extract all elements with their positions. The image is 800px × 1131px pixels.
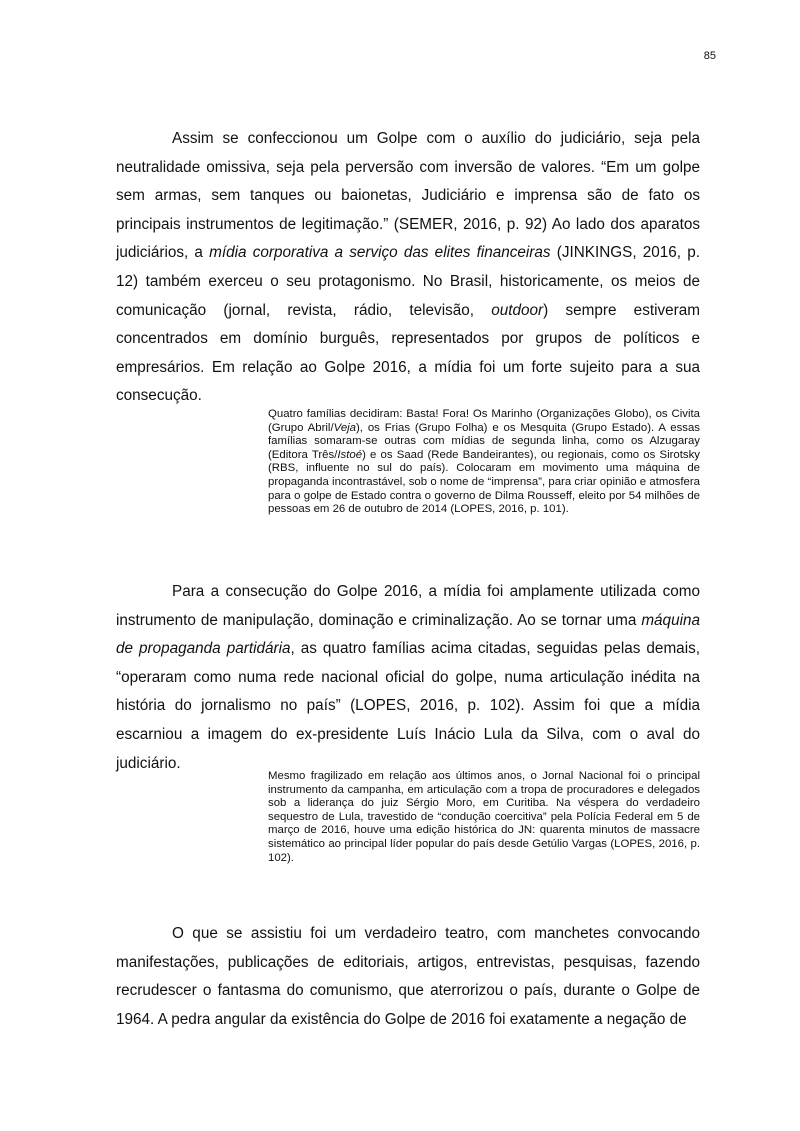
paragraph-1-emphasis-b: outdoor [491, 301, 544, 319]
paragraph-1-text-a: Assim se confeccionou um Golpe com o auxílio do judiciário, seja pela neutralidade omissiva, seja pela perversão com inversão de valores. “Em um golpe sem armas, sem tanques ou baionetas, Judiciário e imprensa são de fato os principais instrumentos de legitimação.” (SEMER, 2016, p. 92) Ao lado dos aparatos judiciários, a [116, 130, 700, 262]
body-paragraph-2 [116, 578, 700, 778]
quote-1-text-b: ), os Frias (Grupo Folha) e os Mesquita (Grupo Estado). A essas famílias somaram-se outras com mídias de segunda linha, como os Alzugaray (Editora Três/ [268, 421, 700, 461]
paragraph-1-emphasis-a: mídia corporativa a serviço das elites financeiras [209, 244, 551, 262]
block-quote-1 [268, 408, 700, 517]
paragraph-1-text-c: ) sempre estiveram concentrados em domínio burguês, representados por grupos de políticos e empresários. Em relação ao Golpe 2016, a mídia foi um forte sujeito para a sua consecução. [116, 301, 700, 405]
quote-1-text-a: Quatro famílias decidiram: Basta! Fora! Os Marinho (Organizações Globo), os Civita (Grupo Abril/ [268, 408, 700, 434]
paragraph-2-text-a: Para a consecução do Golpe 2016, a mídia foi amplamente utilizada como instrumento de manipulação, dominação e criminalização. Ao se tornar uma [116, 583, 700, 629]
quote-1-text-c: ) e os Saad (Rede Bandeirantes), ou regionais, como os Sirotsky (RBS, influente no sul do país). Colocaram em movimento uma máquina de propaganda incontrastável, sob o nome de “imprensa”, para criar opinião e atmosfera para o golpe de Estado contra o governo de Dilma Rousseff, eleito por 54 milhões de pessoas em 26 de outubro de 2014 (LOPES, 2016, p. 101). [268, 448, 701, 516]
paragraph-2-emphasis: máquina de propaganda partidária [116, 611, 700, 658]
quote-1-emphasis-a: Veja [333, 421, 357, 434]
body-paragraph-3 [116, 920, 700, 1034]
paragraph-1-text-b: (JINKINGS, 2016, p. 12) também exerceu o seu protagonismo. No Brasil, historicamente, os meios de comunicação (jornal, revista, rádio, televisão, [116, 244, 700, 319]
paragraph-3-text: O que se assistiu foi um verdadeiro teatro, com manchetes convocando manifestações, publicações de editoriais, artigos, entrevistas, pesquisas, fazendo recrudescer o fantasma do comunismo, que aterrorizou o país, durante o Golpe de 1964. A pedra angular da existência do Golpe de 2016 foi exatamente a negação de [116, 925, 700, 1028]
body-paragraph-1 [116, 125, 700, 411]
quote-1-emphasis-b: Istoé [337, 448, 363, 461]
block-quote-2: Mesmo fragilizado em relação aos últimos anos, o Jornal Nacional foi o principal instrumento da campanha, em articulação com a tropa de procuradores e delegados sob a liderança do juiz Sérgio Moro, em Curitiba. Na véspera do verdadeiro sequestro de Lula, travestido de “condução coercitiva” pela Polícia Federal em 5 de março de 2016, houve uma edição histórica do JN: quarenta minutos de massacre sistemático ao principal líder popular do país desde Getúlio Vargas (LOPES, 2016, p. 102). [268, 770, 700, 864]
page-number: 85 [703, 50, 716, 62]
paragraph-2-text-b: , as quatro famílias acima citadas, seguidas pelas demais, “operaram como numa rede nacional oficial do golpe, numa articulação inédita na história do jornalismo no país” (LOPES, 2016, p. 102). Assim foi que a mídia escarniou a imagem do ex-presidente Luís Inácio Lula da Silva, com o aval do judiciário. [116, 640, 700, 772]
